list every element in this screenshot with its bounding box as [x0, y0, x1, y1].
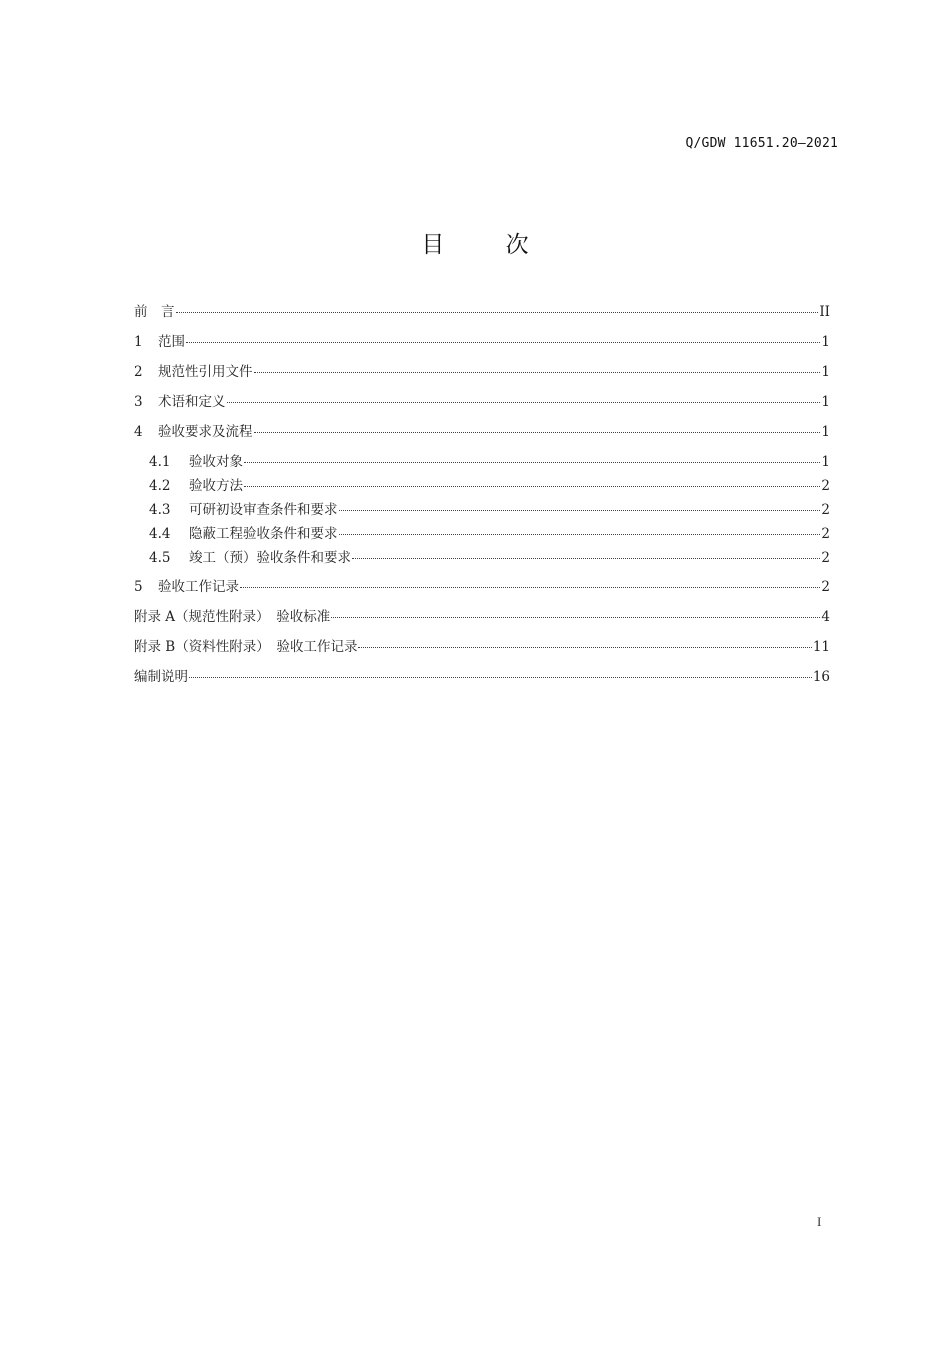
toc-entry-page: 1 — [821, 424, 830, 440]
leader-dots — [358, 646, 811, 648]
toc-entry-page: 2 — [821, 579, 830, 595]
toc-entry[interactable] — [134, 578, 830, 596]
leader-dots — [244, 485, 820, 487]
leader-dots — [244, 461, 820, 463]
toc-entry-label: 竣工（预）验收条件和要求 — [189, 550, 351, 566]
toc-entry-label: 可研初设审查条件和要求 — [189, 502, 338, 518]
leader-dots — [339, 533, 821, 535]
toc-entry-number: 4.5 — [149, 550, 171, 566]
leader-dots — [339, 509, 821, 511]
leader-dots — [189, 676, 812, 678]
page-title — [0, 226, 950, 259]
title-char-2: 次 — [505, 232, 529, 258]
page-number: I — [817, 1214, 822, 1229]
toc-entry-page: 4 — [821, 609, 830, 625]
toc-entry[interactable] — [134, 608, 830, 626]
toc-entry-label: 前 言 — [134, 304, 175, 320]
toc-entry[interactable] — [134, 638, 830, 656]
toc-entry-page: 11 — [812, 639, 830, 655]
leader-dots — [227, 401, 821, 403]
toc-entry[interactable] — [134, 668, 830, 686]
toc-entry-label: 附录 B（资料性附录） 验收工作记录 — [134, 639, 358, 655]
toc-entry-number: 3 — [134, 394, 143, 410]
toc-entry[interactable] — [149, 477, 830, 495]
toc-entry-label: 术语和定义 — [158, 394, 226, 410]
toc-entry-label: 范围 — [158, 334, 185, 350]
leader-dots — [254, 431, 821, 433]
toc-entry-page: 1 — [821, 454, 830, 470]
toc-entry[interactable] — [149, 549, 830, 567]
toc-entry-number: 4.4 — [149, 526, 171, 542]
toc-entry-label: 隐蔽工程验收条件和要求 — [189, 526, 338, 542]
toc-entry[interactable] — [134, 393, 830, 411]
leader-dots — [240, 586, 820, 588]
toc-entry-number: 4.1 — [149, 454, 171, 470]
toc-entry[interactable] — [134, 363, 830, 381]
toc-entry-number: 1 — [134, 334, 143, 350]
toc-entry-number: 4.2 — [149, 478, 171, 494]
toc-entry[interactable] — [149, 501, 830, 519]
toc-entry-number: 4.3 — [149, 502, 171, 518]
toc-entry-number: 2 — [134, 364, 143, 380]
toc-entry-page: 1 — [821, 394, 830, 410]
toc-entry-label: 附录 A（规范性附录） 验收标准 — [134, 609, 331, 625]
standard-code: Q/GDW 11651.20—2021 — [685, 136, 838, 151]
toc-entry-page: 2 — [821, 550, 830, 566]
leader-dots — [331, 616, 820, 618]
toc-entry-label: 编制说明 — [134, 669, 188, 685]
toc-entry-page: 16 — [812, 669, 830, 685]
leader-dots — [176, 311, 819, 313]
toc-entry-number: 4 — [134, 424, 143, 440]
toc-entry-label: 验收要求及流程 — [158, 424, 253, 440]
title-char-1: 目 — [421, 232, 445, 258]
toc-entry-label: 验收对象 — [189, 454, 243, 470]
toc-entry-label: 验收工作记录 — [158, 579, 239, 595]
leader-dots — [254, 371, 821, 373]
toc-entry-page: 2 — [821, 502, 830, 518]
toc-entry-page: II — [819, 304, 830, 320]
toc-entry[interactable] — [149, 453, 830, 471]
toc-entry-label: 规范性引用文件 — [158, 364, 253, 380]
toc-entry-label: 验收方法 — [189, 478, 243, 494]
toc-entry-page: 1 — [821, 364, 830, 380]
toc-entry[interactable] — [134, 303, 830, 321]
toc-entry-page: 2 — [821, 478, 830, 494]
toc-entry-number: 5 — [134, 579, 143, 595]
toc-entry-page: 2 — [821, 526, 830, 542]
toc-entry[interactable] — [134, 423, 830, 441]
toc-entry[interactable] — [149, 525, 830, 543]
leader-dots — [186, 341, 820, 343]
toc-entry-page: 1 — [821, 334, 830, 350]
leader-dots — [352, 557, 820, 559]
toc-entry[interactable] — [134, 333, 830, 351]
